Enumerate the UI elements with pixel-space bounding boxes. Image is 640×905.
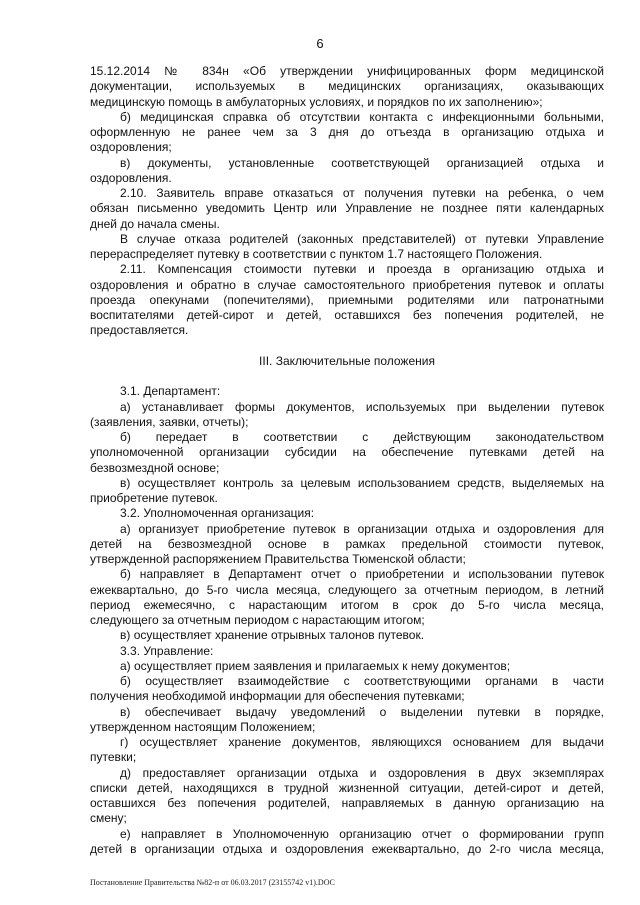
text-line: безвозмездной основе; xyxy=(90,460,220,475)
text-line: а) осуществляет прием заявления и прилагаемых к нему документов; xyxy=(120,658,511,673)
text-line: утвержденной распоряжением Правительства Тюменской области; xyxy=(90,552,466,566)
text-line: 15.12.2014 № 834н «Об утверждении унифицированных форм медицинской xyxy=(90,64,604,78)
text-line: (заявления, заявки, отчеты); xyxy=(90,414,249,429)
text-line: уполномоченной организации субсидии на обеспечение путевками детей на xyxy=(90,445,604,460)
text-line: получения необходимой информации для обеспечения путевками; xyxy=(90,689,465,704)
section-heading: III. Заключительные положения xyxy=(259,353,435,368)
text-line: б) медицинская справка об отсутствии контакта с инфекционными больными, xyxy=(120,109,604,124)
blank-line xyxy=(90,369,604,384)
text-line: В случае отказа родителей (законных представителей) от путевки Управление xyxy=(120,231,604,246)
text-line: период ежемесячно, с нарастающим итогом в срок до 5-го числа месяца, xyxy=(90,597,604,612)
text-line: оздоровления и обратно в случае самостоятельного приобретения путевок и оплаты xyxy=(90,277,604,292)
text-line: а) организует приобретение путевок в организации отдыха и оздоровления для xyxy=(120,521,604,536)
text-line: утвержденном настоящим Положением; xyxy=(90,719,316,734)
text-line: списки детей, находящихся в трудной жизненной ситуации, детей-сирот и детей, xyxy=(90,780,604,795)
text-line: в) осуществляет контроль за целевым использованием средств, выделяемых на xyxy=(120,475,604,490)
document-footer: Постановление Правительства №82-п от 06.03.2017 (23155742 v1).DOC xyxy=(90,878,335,887)
text-line: детей на безвозмездной основе в рамках предельной стоимости путевок, xyxy=(90,536,604,551)
text-line: б) передает в соответствии с действующим законодательством xyxy=(120,430,604,444)
text-line: а) устанавливает формы документов, используемых при выделении путевок xyxy=(120,399,604,414)
document-body xyxy=(90,64,604,857)
page-number: 6 xyxy=(316,36,324,51)
text-line: дней до начала смены. xyxy=(90,216,220,231)
blank-line xyxy=(90,339,604,354)
text-line: ежеквартально, до 5-го числа месяца, следующего за отчетным периодом, в летний xyxy=(90,582,604,597)
text-line: г) осуществляет хранение документов, являющихся основанием для выдачи xyxy=(120,735,604,749)
text-line: б) направляет в Департамент отчет о приобретении и использовании путевок xyxy=(120,567,604,582)
text-line: в) осуществляет хранение отрывных талонов путевок. xyxy=(120,628,425,643)
text-line: воспитателями детей-сирот и детей, оставшихся без попечения родителей, не xyxy=(90,308,604,322)
text-line: обязан письменно уведомить Центр или Управление не позднее пяти календарных xyxy=(90,201,604,216)
text-line: б) осуществляет взаимодействие с соответствующими органами в части xyxy=(120,674,604,688)
text-line: оздоровления; xyxy=(90,140,172,155)
text-line: оформленную не ранее чем за 3 дня до отъезда в организацию отдыха и xyxy=(90,125,604,139)
text-line: 3.2. Уполномоченная организация: xyxy=(120,506,315,521)
text-line: оздоровления. xyxy=(90,170,172,185)
text-line: проезда опекунами (попечителями), приемными родителями или патронатными xyxy=(90,292,604,307)
text-line: медицинскую помощь в амбулаторных условиях, и порядков по их заполнению»; xyxy=(90,94,543,109)
text-line: документации, используемых в медицинских организациях, оказывающих xyxy=(90,79,604,94)
text-line: приобретение путевок. xyxy=(90,491,218,505)
text-line: 2.10. Заявитель вправе отказаться от получения путевки на ребенка, о чем xyxy=(120,186,604,200)
text-line: в) обеспечивает выдачу уведомлений о выделении путевки в порядке, xyxy=(120,704,604,719)
text-line: оставшихся без попечения родителей, направляемых в данную организацию на xyxy=(90,796,604,810)
text-line: путевки; xyxy=(90,750,137,765)
text-line: детей в организации отдыха и оздоровления ежеквартально, до 2-го числа месяца, xyxy=(90,841,604,856)
text-line: 3.3. Управление: xyxy=(120,643,214,658)
text-line: перераспределяет путевку в соответствии с пунктом 1.7 настоящего Положения. xyxy=(90,247,543,261)
text-line: предоставляется. xyxy=(90,323,189,338)
text-line: 2.11. Компенсация стоимости путевки и проезда в организацию отдыха и xyxy=(120,262,604,277)
text-line: д) предоставляет организации отдыха и оздоровления в двух экземплярах xyxy=(120,765,604,780)
text-line: в) документы, установленные соответствующей организацией отдыха и xyxy=(120,155,604,170)
text-line: 3.1. Департамент: xyxy=(120,384,221,399)
text-line: смену; xyxy=(90,811,127,826)
text-line: е) направляет в Уполномоченную организацию отчет о формировании групп xyxy=(120,826,604,841)
text-line: следующего за отчетным периодом с нарастающим итогом; xyxy=(90,613,425,627)
